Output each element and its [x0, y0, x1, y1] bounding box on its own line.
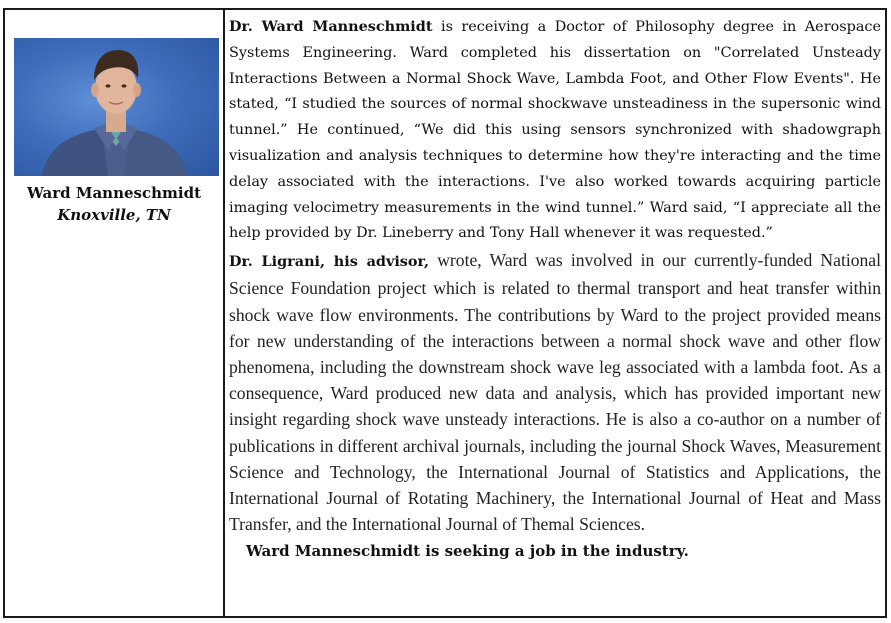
student-name: Ward Manneschmidt	[26, 184, 202, 202]
student-location: Knoxville, TN	[57, 206, 171, 224]
bio-name: Dr. Ward Manneschmidt	[229, 18, 433, 35]
bio-paragraph-1	[229, 14, 881, 247]
advisor-lead: Dr. Ligrani, his advisor,	[229, 253, 430, 271]
portrait-illustration	[14, 38, 219, 176]
profile-cell	[5, 10, 223, 616]
profile-caption	[5, 182, 223, 226]
bio-text-2: wrote, Ward was involved in our currently-funded National Science Foundation project which is related to thermal transport and heat transfer within shock wave flow environments. The contributions by Ward to the project provided means for new understanding of the interactions between a normal shock wave and other flow phenomena, including the downstream shock wave leg associated with a lambda foot. As a consequence, Ward produced new data and analysis, which has provided important new insight regarding shock wave unsteady interactions. He is also a co-author on a number of publications in different archival journals, including the journal Shock Waves, Measurement Science and Technology, the International Journal of Statistics and Applications, the International Journal of Rotating Machinery, the International Journal of Heat and Mass Transfer, and the International Journal of Themal Sciences.	[229, 250, 882, 535]
bio-paragraph-2	[229, 247, 881, 537]
bio-text-1: is receiving a Doctor of Philosophy degree in Aerospace Systems Engineering. Ward completed his dissertation on "Correlated Unsteady Interactions Between a Normal Shock Wave, Lambda Foot, and Other Flow Events". He stated, “I studied the sources of normal shockwave unsteadiness in the supersonic wind tunnel.” He continued, “We did this using sensors synchronized with shadowgraph visualization and analysis techniques to determine how they're interacting and the time delay associated with the interactions. I've also worked towards acquiring particle imaging velocimetry measurements in the wind tunnel.” Ward said, “I appreciate all the help provided by Dr. Lineberry and Tony Hall whenever it was requested.”	[229, 19, 881, 242]
closing-statement: Ward Manneschmidt is seeking a job in the industry.	[246, 542, 689, 561]
column-divider	[223, 10, 225, 616]
portrait-photo	[14, 38, 219, 176]
bio-cell	[229, 14, 881, 563]
profile-table	[3, 8, 887, 618]
